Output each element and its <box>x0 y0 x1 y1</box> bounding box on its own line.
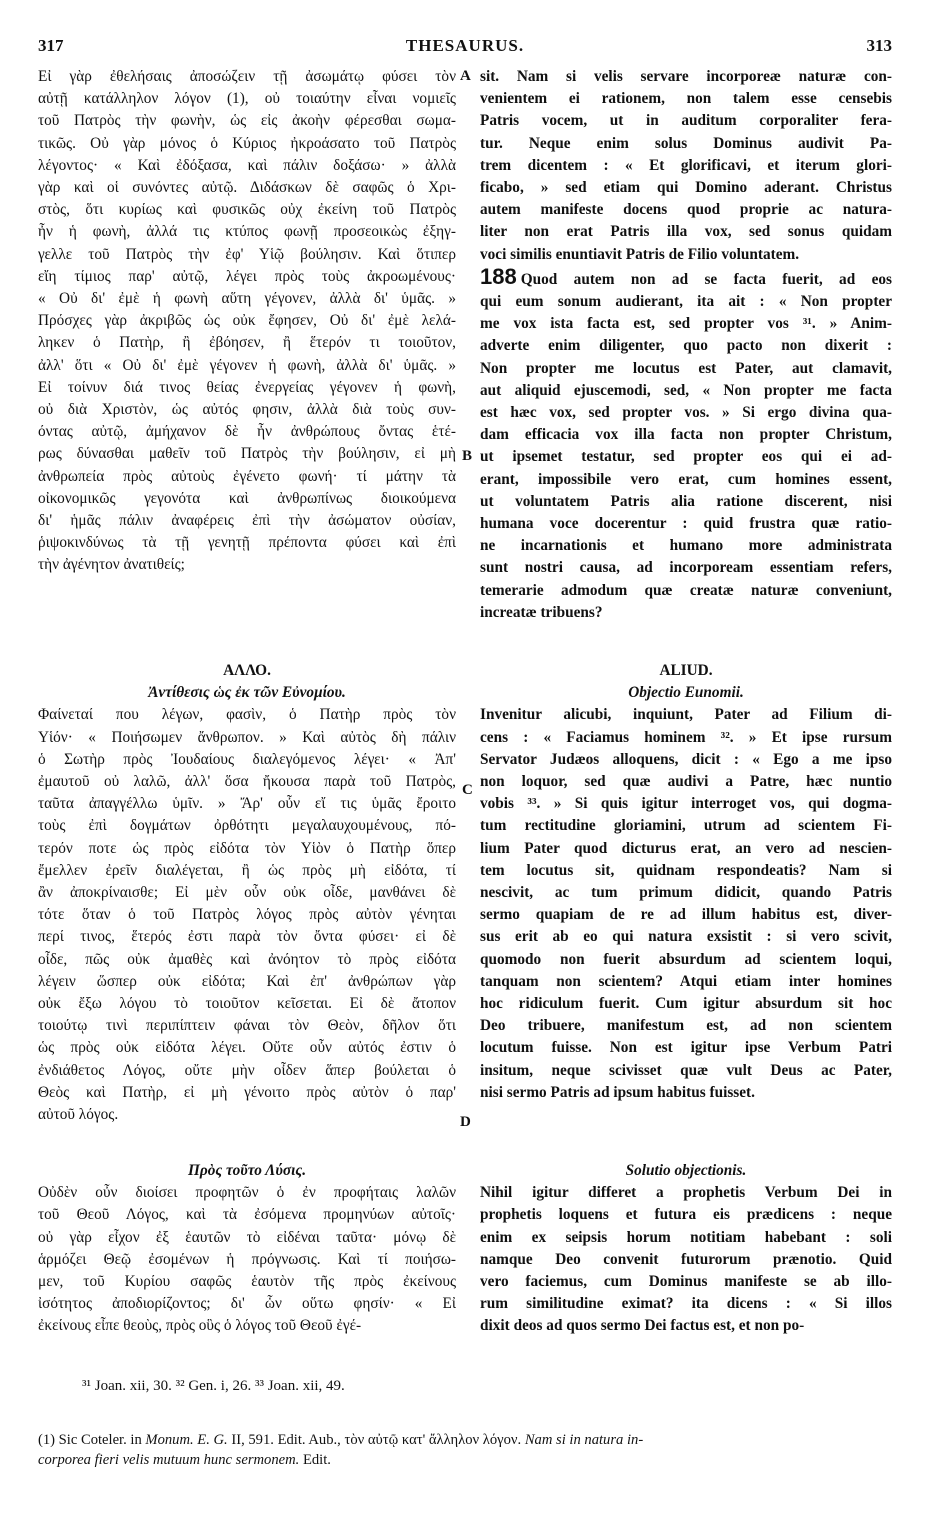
greek-text-line: ῥιψοκινδύνως τὰ τῇ γενητῇ πρέποντα φύσει καὶ ἐπὶ <box>38 534 456 552</box>
latin-text-line: lium Pater quod dicturus erat, an vero ad nescien- <box>480 839 892 857</box>
greek-text-line: ἦν ἡ φωνὴ, ἀλλά τις κτύπος φωνῇ προσεοικὼς ἐξηγ- <box>38 223 456 241</box>
editorial-note-line-2 <box>38 1450 894 1470</box>
note-part-1a: (1) Sic Coteler. in <box>38 1432 146 1448</box>
latin-text-line: Deo tribuere, manifestum est, ad non scientem <box>480 1017 892 1035</box>
latin-text-line: adverte enim diligenter, quo pacto non dixerit : <box>480 337 892 355</box>
latin-text-line: Invenitur alicubi, inquiunt, Pater ad Filium di- <box>480 706 892 724</box>
greek-text-line: ἁρμόζει Θεῷ ἐσομένων ἡ πρόγνωσις. Καὶ τί ποιήσω- <box>38 1250 456 1268</box>
latin-text-line: tur. Neque enim solus Dominus audivit Pa- <box>480 134 892 152</box>
latin-text-line: temerarie admodum quæ creatæ naturæ conveniunt, <box>480 581 892 599</box>
greek-section-3 <box>38 1160 456 1338</box>
latin-text-line: tanquam non scientem? Atqui etiam inter homines <box>480 972 892 990</box>
column-number-188: 188 <box>480 265 517 289</box>
greek-text-line: ἐνδιάθετος Λόγος, οὔτε μὴν οἶδεν ἅπερ βούλεται ὁ <box>38 1061 456 1079</box>
greek-text-line: αὐτῇ κατάλληλον λόγον (1), οὐ τοιαύτην εἶναι νομιεῖς <box>38 90 456 108</box>
latin-column-top <box>480 66 892 624</box>
greek-text-line: ἂν ἀποκρίναισθε; Εἰ μὲν οὖν οὐκ οἶδε, μανθάνει δὲ <box>38 884 456 902</box>
latin-text-line: sus erit ab eo qui natura exsistit : si vero scivit, <box>480 928 892 946</box>
note-part-1c: II, 591. Edit. Aub., τὸν αὐτῷ κατ' ἄλληλον λόγον. <box>227 1432 525 1448</box>
latin-text-line: increatæ tribuens? <box>480 603 603 621</box>
greek-text-line: λέγοντος· « Καὶ ἐδόξασα, καὶ πάλιν δοξάσω· » ἀλλὰ <box>38 156 456 174</box>
latin-section-3-title: Solutio objectionis. <box>625 1162 747 1179</box>
greek-text-line: μεν, τοῦ Κυρίου σαφῶς ἑαυτὸν τῆς πρὸς ἐκείνους <box>38 1273 456 1291</box>
latin-text-line: cens : « Faciamus hominem ³². » Et ipse rursum <box>480 728 892 746</box>
latin-text-line: ut ipsemet testatur, sed propter eos qui ei ad- <box>480 448 892 466</box>
greek-text-line: τοῦ Θεοῦ Λόγος, καὶ τὰ ἐσόμενα προμηνύων αὐτοῖς· <box>38 1206 456 1224</box>
greek-text-line: όντας αὐτῷ, ἀμήχανον δὲ ἦν ἀνθρώπους ὄντας ἑτέ- <box>38 423 456 441</box>
latin-text-line: vero faciemus, cum Dominus manifeste se ab illo- <box>480 1273 892 1291</box>
latin-text-line: insitum, neque scivisset quæ vult Deus ac Pater, <box>480 1061 892 1079</box>
latin-text-line: sermo quapiam de re ad illum habitus est, diver- <box>480 906 892 924</box>
latin-section-2-title: ALIUD. <box>659 662 713 679</box>
greek-text-line: ἀνθρωπεία πρὸς αὐτοὺς ἐγένετο φωνή· τί μάτην τὰ <box>38 467 456 485</box>
greek-text-line: Πρόσχες γὰρ ἀκριβῶς ὡς οὐκ ἔφησεν, Οὐ δι' ἐμὲ λελά- <box>38 312 456 330</box>
latin-text-line: tem locutus sit, quidnam respondeatis? Nam si <box>480 861 892 879</box>
margin-marker-a: A <box>460 68 471 84</box>
latin-text-line: ne incarnationis et humano more administrata <box>480 537 892 555</box>
latin-text-line: Patris vocem, ut in auditum corporaliter fera- <box>480 112 892 130</box>
margin-marker-c: C <box>462 782 473 798</box>
latin-text-line: autem manifeste docens quod proprie ac natura- <box>480 201 892 219</box>
note-part-2b: Edit. <box>302 1452 331 1468</box>
latin-text-line: est hæc vox, sed propter vos. » Si ergo divina qua- <box>480 404 892 422</box>
latin-text-line: rum similitudine eximat? ita dicens : « Si illos <box>480 1295 892 1313</box>
latin-188-text: Quod autem non ad se facta fuerit, ad eos <box>520 270 892 288</box>
margin-marker-b: B <box>462 448 473 464</box>
latin-text-line: Nihil igitur differet a prophetis Verbum Dei in <box>480 1184 892 1202</box>
latin-text-line: nisi sermo Patris ad ipsum habitus fuisset. <box>480 1083 755 1101</box>
greek-text-line: οἰκονομικῶς γεγονότα καὶ ἀνθρωπίνως διοικούμενα <box>38 489 456 507</box>
greek-text-line: οὐ διὰ Χριστὸν, ὡς αὐτός φησιν, ἀλλὰ διὰ τοὺς συν- <box>38 401 456 419</box>
greek-text-line: τικῶς. Οὐ γὰρ μόνος ὁ Κύριος ἠκροάσατο τοῦ Πατρὸς <box>38 134 456 152</box>
latin-text-line: dam efficacia vox illa facta non propter Christum, <box>480 426 892 444</box>
editorial-note-line-1 <box>38 1430 894 1450</box>
latin-text-line: nescivit, ac tum primum didicit, quando Patris <box>480 884 892 902</box>
greek-text-line: ληκεν ὁ Πατὴρ, ἢ ἐβόησεν, ἢ ἕτερόν τι τοιοῦτον, <box>38 334 456 352</box>
greek-text-line: στὸς, ὅτι κυρίως καὶ φυσικῶς οὐχ ἐκείνη τοῦ Πατρὸς <box>38 201 456 219</box>
running-title: THESAURUS. <box>405 36 525 55</box>
greek-text-line: ἰσότητος ἀποδιορίζοντος; δι' ὧν οὕτω φησίν· « Εἰ <box>38 1295 456 1313</box>
greek-text-line: τοιούτῳ τινὶ περιπίπτειν φάναι τὸν Θεὸν, δῆλον ὅτι <box>38 1017 456 1035</box>
note-part-1b: Monum. E. G. <box>145 1432 228 1448</box>
greek-text-line: οὐ γὰρ εἶχον ἐξ ἑαυτῶν τὸ εἰδέναι ταῦτα· μόνῳ δὲ <box>38 1228 456 1246</box>
greek-text-line: Υἱόν· « Ποιήσωμεν ἄνθρωπον. » Καὶ αὐτὸς δὴ πάλιν <box>38 728 456 746</box>
greek-section-2-title: ΑΛΛΟ. <box>223 662 271 679</box>
greek-text-line: γὰρ καὶ οἱ συνόντες αὐτῷ. Διδάσκων δὲ σαφῶς ὁ Χρι- <box>38 179 456 197</box>
note-part-1d: Nam si in natura in- <box>524 1432 644 1448</box>
latin-text-line: sunt nostri causa, ad incorpoream essentiam refers, <box>480 559 892 577</box>
greek-text-line: αὐτοῦ λόγος. <box>38 1106 119 1124</box>
greek-text-line: λέγειν ὥσπερ οὐκ εἰδότα; Καὶ ἐπ' ἀνθρώπων γὰρ <box>38 972 456 990</box>
latin-section-2-subtitle: Objectio Eunomii. <box>628 684 744 702</box>
latin-text-line: quomodo non fuerit absurdum ad scientem loqui, <box>480 950 892 968</box>
greek-text-line: τὴν ἀγένητον ἀνατιθείς; <box>38 556 185 574</box>
greek-text-line: ἔμελλεν ἐρεῖν διαλέγεται, ἢ ὡς πρὸς μὴ εἰδότα, τί <box>38 861 456 879</box>
greek-section-3-body <box>38 1182 456 1337</box>
greek-column-top <box>38 66 456 577</box>
greek-text-line: τερόν ποτε ὡς πρὸς εἰδότα τὸν Υἱὸν ὁ Πατὴρ ὅπερ <box>38 839 456 857</box>
latin-text-line: hoc ridiculum fuerit. Cum igitur absurdum sit hoc <box>480 995 892 1013</box>
greek-text-line: ρως δύνασθαι μαθεῖν τοῦ Πατρὸς τὴν βούλησιν, εἰ μὴ <box>38 445 456 463</box>
latin-after-188-body <box>480 291 892 624</box>
greek-text-line: τότε ὅταν ὁ τοῦ Πατρὸς λόγος πρὸς αὐτὸν γένηται <box>38 906 456 924</box>
greek-text-line: Θεὸς καὶ Πατὴρ, εἰ μὴ γένοιτο πρὸς αὐτὸν ὁ παρ' <box>38 1083 456 1101</box>
latin-section-3 <box>480 1160 892 1338</box>
greek-text-line: περί τινος, ἕτερός ἐστι παρὰ τὸν ὄντα φύσει· εἰ δὲ <box>38 928 456 946</box>
greek-text-line: οὐκ ἔξω λόγου τὸ τοιοῦτον κεῖσεται. Εἰ δὲ ἄτοπον <box>38 995 456 1013</box>
right-page-number: 313 <box>866 36 892 55</box>
running-header <box>38 36 892 60</box>
greek-text-line: γελλε τοῦ Πατρὸς τὴν ἐφ' Υἱῷ βούλησιν. Καὶ ὅτιπερ <box>38 245 456 263</box>
latin-section-3-body <box>480 1182 892 1337</box>
latin-section-2 <box>480 660 892 1104</box>
greek-section-2-subtitle: Ἀντίθεσις ὡς ἐκ τῶν Εὐνομίου. <box>148 684 346 702</box>
latin-top-body <box>480 66 892 266</box>
latin-section-2-body <box>480 704 892 1104</box>
greek-text-line: « Οὐ δι' ἐμὲ ἡ φωνὴ αὕτη γέγονεν, ἀλλὰ δι' ὑμᾶς. » <box>38 290 456 308</box>
greek-text-line: τοῦ Πατρὸς τὴν φωνὴν, ὡς εἰς ἀκοὴν φέρεσθαι σωμα- <box>38 112 456 130</box>
greek-text-line: ταῦτα ἀπαγγέλλω ὑμῖν. » Ἄρ' οὖν εἴ τις ὑμᾶς ἔροιτο <box>38 795 456 813</box>
greek-text-line: Εἰ γὰρ ἐθελήσαις ἀποσώζειν τῇ ἀσωμάτῳ φύσει τὸν <box>38 68 456 85</box>
greek-text-line: Φαίνεταί που λέγων, φασὶν, ὁ Πατὴρ πρὸς τὸν <box>38 706 456 724</box>
greek-section-2 <box>38 660 456 1126</box>
latin-text-line: ut voluntatem Patris alia ratione discerent, nisi <box>480 492 892 510</box>
editorial-note <box>38 1430 894 1470</box>
greek-text-line: ὁ Σωτὴρ πρὸς Ἰουδαίους διαλεγόμενος λέγει· « Ἀπ' <box>38 750 456 768</box>
latin-text-line: non loquor, sed quæ audivi a Patre, hæc nuntio <box>480 773 892 791</box>
note-part-2a: corporea fieri velis mutuum hunc sermonem. <box>38 1452 303 1468</box>
latin-text-line: aut aliquid ejuscemodi, sed, « Non propter me facta <box>480 381 892 399</box>
greek-text-line: δι' ἡμᾶς πάλιν ἀναφέρεις ἐπὶ τὴν ἀσώματον οὐσίαν, <box>38 512 456 530</box>
latin-text-line: voci similis enuntiavit Patris de Filio voluntatem. <box>480 245 800 263</box>
greek-text-line: οἶδε, πῶς οὐκ ἀμαθὲς καὶ ἀνόητον τὸ πρὸς εἰδότα <box>38 950 456 968</box>
latin-text-line: namque Deo convenit futurorum prænotio. Quid <box>480 1250 892 1268</box>
latin-text-line: locutum fuisse. Non est igitur ipse Verbum Patri <box>480 1039 892 1057</box>
latin-text-line: vobis ³³. » Si quis igitur interroget vos, qui dogma- <box>480 795 892 813</box>
latin-text-line: liter non erat Patris illa vox, sed sonus quidam <box>480 223 892 241</box>
latin-text-line: venientem ei rationem, non talem esse censebis <box>480 90 892 108</box>
latin-text-line: trem dicentem : « Et glorificavi, et iterum glori- <box>480 156 892 174</box>
latin-text-line: tum rectitudine gloriamini, utrum ad scientem Fi- <box>480 817 892 835</box>
latin-text-line: me vox ista facta est, sed propter vos ³¹. » Anim- <box>480 315 892 333</box>
latin-text-line: Non propter me locutus est Pater, aut clamavit, <box>480 359 892 377</box>
margin-marker-d: D <box>460 1114 471 1130</box>
greek-text-line: ὡς πρὸς οὐκ εἰδότα λέγει. Οὔτε οὖν αὐτός ἐστιν ὁ <box>38 1039 456 1057</box>
latin-text-line: ficabo, » sed etiam qui Domino aderant. Christus <box>480 179 892 197</box>
latin-text-line: dixit deos ad quos sermo Dei factus est, et non po- <box>480 1317 805 1335</box>
latin-text-line: qui eum sonum audierant, ita ait : « Non propter <box>480 293 892 311</box>
left-page-number: 317 <box>38 36 64 55</box>
latin-text-line: prophetis loquens et futura eis prædicens : neque <box>480 1206 892 1224</box>
greek-text-line: ἐκείνους εἶπε θεοὺς, πρὸς οὓς ὁ λόγος τοῦ Θεοῦ ἐγέ- <box>38 1317 362 1335</box>
latin-text-line: sit. Nam si velis servare incorporeæ naturæ con- <box>480 68 892 85</box>
latin-188-line <box>480 266 892 291</box>
greek-text-line: Οὐδὲν οὖν διοίσει προφητῶν ὁ ἐν προφήταις λαλῶν <box>38 1184 456 1202</box>
latin-text-line: enim ex seipsis horum notitiam habebant : soli <box>480 1228 892 1246</box>
latin-text-line: humana voce docerentur : quid frustra quæ ratio- <box>480 515 892 533</box>
greek-text-line: ἐμαυτοῦ οὐ λαλῶ, ἀλλ' ὅσα ἤκουσα παρὰ τοῦ Πατρὸς, <box>38 773 456 791</box>
greek-text-line: τοὺς ἐπὶ δογμάτων ὀρθότητι μεγαλαυχουμένους, πό- <box>38 817 456 835</box>
latin-text-line: Servator Judæos alloquens, dicit : « Ego a me ipso <box>480 750 892 768</box>
greek-section-2-body <box>38 704 456 1126</box>
greek-text-line: ἀλλ' ὅτι « Οὐ δι' ἐμὲ γέγονεν ἡ φωνὴ, ἀλλὰ δι' ὑμᾶς. » <box>38 356 456 374</box>
greek-text-line: Εἰ τοίνυν διά τινος θείας ἐνεργείας γέγονεν ἡ φωνὴ, <box>38 378 456 396</box>
scripture-references: ³¹ Joan. xii, 30. ³² Gen. i, 26. ³³ Joan. xii, 49. <box>82 1378 345 1394</box>
latin-text-line: erant, impossibile vero erat, cum homines essent, <box>480 470 892 488</box>
greek-text-line: εἴη τίμιος παρ' αὐτῷ, λέγει πρὸς τοὺς ἀκροωμένους· <box>38 267 456 285</box>
greek-section-3-title: Πρὸς τοῦτο Λύσις. <box>187 1162 307 1179</box>
